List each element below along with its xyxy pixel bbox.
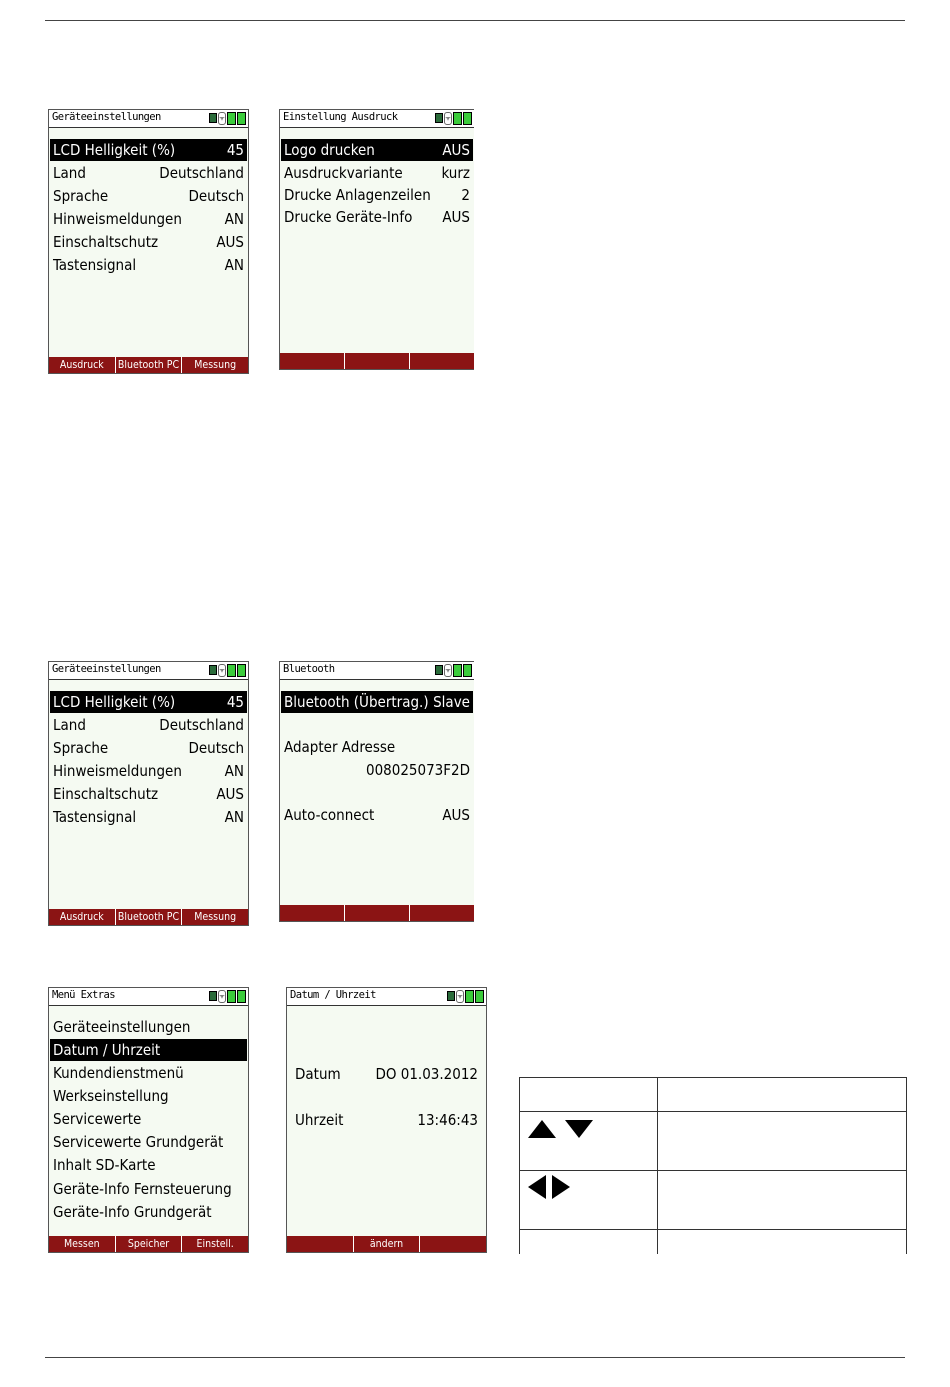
status-bar: [49, 110, 248, 128]
status-bar: [280, 110, 474, 128]
wireless-icon: ᯤ: [444, 112, 452, 125]
fkey-left[interactable]: [287, 1236, 353, 1252]
battery-icon: [227, 990, 236, 1003]
time-row: Uhrzeit 13:46:43: [295, 1111, 478, 1129]
fkey-middle[interactable]: [344, 353, 409, 369]
fkey-middle[interactable]: Speicher: [115, 1236, 182, 1252]
device-icon: [447, 991, 455, 1001]
menu-row[interactable]: Hinweismeldungen AN: [53, 210, 244, 228]
device-icon: [209, 991, 217, 1001]
key-table-cell: [658, 1230, 907, 1254]
function-key-bar: [280, 905, 474, 921]
fkey-right[interactable]: Einstell.: [181, 1236, 248, 1252]
screen-einstellung-ausdruck: [279, 109, 474, 370]
function-key-bar: [49, 1236, 248, 1252]
menu-item[interactable]: Geräte-Info Fernsteuerung: [53, 1180, 232, 1198]
wireless-icon: ᯤ: [218, 664, 226, 677]
screen-datum-uhrzeit: [286, 987, 487, 1253]
fkey-left[interactable]: Messen: [64, 1238, 100, 1250]
bottom-rule: [45, 1357, 905, 1358]
key-table: [519, 1077, 907, 1254]
menu-row[interactable]: Einschaltschutz AUS: [53, 233, 244, 251]
function-key-bar: [49, 909, 248, 925]
wireless-icon: ᯤ: [218, 112, 226, 125]
adapter-value: 008025073F2D: [366, 761, 470, 779]
menu-row[interactable]: Einschaltschutz AUS: [53, 785, 244, 803]
wireless-icon: ᯤ: [218, 990, 226, 1003]
menu-row[interactable]: LCD Helligkeit (%) 45: [50, 691, 247, 713]
fkey-left[interactable]: Ausdruck: [59, 911, 104, 923]
battery-icon: [237, 664, 246, 677]
device-icon: [435, 665, 443, 675]
menu-row[interactable]: Land Deutschland: [53, 164, 244, 182]
fkey-left[interactable]: [280, 353, 344, 369]
fkey-middle[interactable]: Bluetooth PC: [115, 909, 182, 925]
wireless-icon: ᯤ: [444, 664, 452, 677]
fkey-right[interactable]: Messung: [181, 357, 248, 373]
menu-item[interactable]: Geräteeinstellungen: [53, 1018, 191, 1036]
status-bar: [49, 988, 248, 1006]
menu-item[interactable]: Datum / Uhrzeit: [50, 1039, 247, 1061]
menu-item[interactable]: Kundendienstmenü: [53, 1064, 184, 1082]
status-bar: [287, 988, 486, 1006]
menu-row[interactable]: Sprache Deutsch: [53, 187, 244, 205]
menu-row[interactable]: Tastensignal AN: [53, 256, 244, 274]
menu-item[interactable]: Werkseinstellung: [53, 1087, 169, 1105]
device-icon: [209, 113, 217, 123]
key-table-cell: [658, 1171, 907, 1230]
key-table-cell: [658, 1112, 907, 1171]
device-icon: [435, 113, 443, 123]
fkey-right[interactable]: [419, 1236, 486, 1252]
battery-icon: [465, 990, 474, 1003]
fkey-right[interactable]: [409, 353, 474, 369]
function-key-bar: [287, 1236, 486, 1252]
battery-icon: [453, 112, 462, 125]
device-icon: [209, 665, 217, 675]
menu-row[interactable]: Land Deutschland: [53, 716, 244, 734]
arrow-up-down-cell: [520, 1112, 658, 1171]
battery-icon: [463, 664, 472, 677]
fkey-middle[interactable]: [344, 905, 409, 921]
menu-row[interactable]: LCD Helligkeit (%) 45: [50, 139, 247, 161]
menu-item[interactable]: Geräte-Info Grundgerät: [53, 1203, 212, 1221]
screen-geraeteeinstellungen-2: [48, 661, 249, 926]
battery-icon: [227, 112, 236, 125]
fkey-middle[interactable]: ändern: [353, 1236, 420, 1252]
arrow-up-down-icon: [526, 1116, 596, 1142]
status-bar: [280, 662, 474, 680]
arrow-left-right-icon: [526, 1173, 586, 1201]
fkey-left[interactable]: [280, 905, 344, 921]
function-key-bar: [49, 357, 248, 373]
battery-icon: [237, 112, 246, 125]
menu-item[interactable]: Servicewerte: [53, 1110, 142, 1128]
fkey-right[interactable]: [409, 905, 474, 921]
menu-row[interactable]: Drucke Geräte-Info AUS: [284, 208, 470, 226]
battery-icon: [227, 664, 236, 677]
battery-icon: [237, 990, 246, 1003]
arrow-left-right-cell: [520, 1171, 658, 1230]
screen-bluetooth: [279, 661, 474, 922]
menu-item[interactable]: Servicewerte Grundgerät: [53, 1133, 224, 1151]
date-row: Datum DO 01.03.2012: [295, 1065, 478, 1083]
screen-title: Geräteeinstellungen: [52, 111, 161, 123]
menu-row[interactable]: Auto-connect AUS: [284, 806, 470, 824]
fkey-left[interactable]: Ausdruck: [59, 359, 104, 371]
key-table-header-cell: [520, 1078, 658, 1112]
fkey-middle[interactable]: Bluetooth PC: [115, 357, 182, 373]
menu-row[interactable]: Drucke Anlagenzeilen 2: [284, 186, 470, 204]
screen-title: Bluetooth: [283, 663, 335, 675]
key-table-header-cell: [658, 1078, 907, 1112]
screen-title: Menü Extras: [52, 989, 115, 1001]
menu-row[interactable]: Bluetooth (Übertrag.) Slave: [281, 691, 473, 713]
battery-icon: [463, 112, 472, 125]
status-bar: [49, 662, 248, 680]
top-rule: [45, 20, 905, 21]
fkey-right[interactable]: Messung: [181, 909, 248, 925]
key-table-cell: [520, 1230, 658, 1254]
screen-title: Datum / Uhrzeit: [290, 989, 376, 1001]
wireless-icon: ᯤ: [456, 990, 464, 1003]
battery-icon: [453, 664, 462, 677]
adapter-label: Adapter Adresse: [284, 738, 396, 756]
screen-title: Geräteeinstellungen: [52, 663, 161, 675]
function-key-bar: [280, 353, 474, 369]
menu-row[interactable]: Tastensignal AN: [53, 808, 244, 826]
menu-row[interactable]: Sprache Deutsch: [53, 739, 244, 757]
screen-geraeteeinstellungen-1: [48, 109, 249, 374]
menu-item[interactable]: Inhalt SD-Karte: [53, 1156, 156, 1174]
menu-row[interactable]: Hinweismeldungen AN: [53, 762, 244, 780]
menu-row[interactable]: Ausdruckvariante kurz: [284, 164, 470, 182]
screen-menu-extras: [48, 987, 249, 1253]
battery-icon: [475, 990, 484, 1003]
screen-title: Einstellung Ausdruck: [283, 111, 398, 123]
menu-row[interactable]: Logo drucken AUS: [281, 139, 473, 161]
